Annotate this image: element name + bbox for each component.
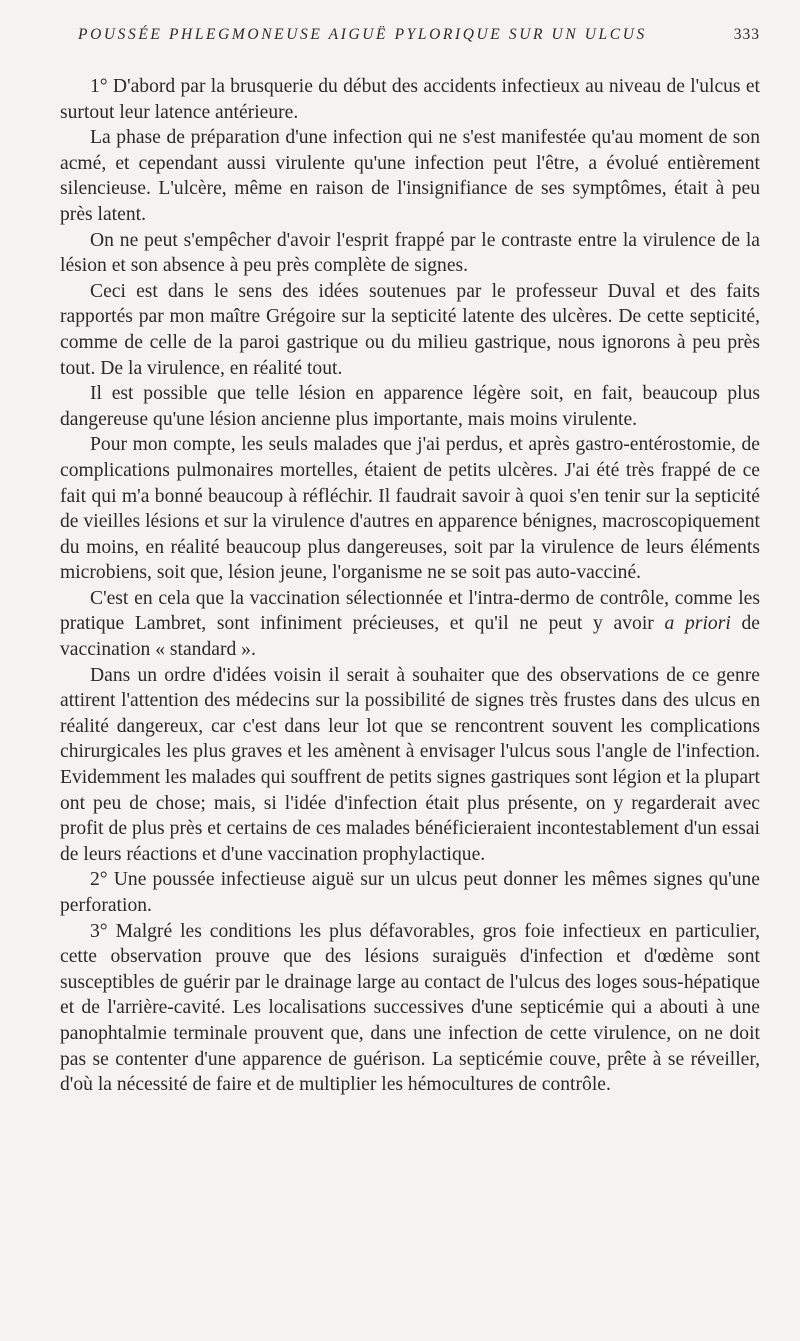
paragraph: On ne peut s'empêcher d'avoir l'esprit frappé par le contraste entre la virulence de la lésion et son absence à peu près complète de signes. [60,229,760,277]
running-title: POUSSÉE PHLEGMONEUSE AIGUË PYLORIQUE SUR UN ULCUS [78,26,647,43]
paragraph: 3° Malgré les conditions les plus défavorables, gros foie infectieux en particulier, cette observation prouve que des lésions suraiguës d'infection et d'œdème sont susceptibles de guérir par le drainage large au contact de l'ulcus des loges sous-hépatique et de l'arrière-cavité. Les localisations successives d'une septicémie qui a abouti à une panophtalmie terminale prouvent que, dans une infection de cette virulence, on ne doit pas se contenter d'une apparence de guérison. La septicémie couve, prête à se réveiller, d'où la nécessité de faire et de multiplier les hémocultures de contrôle. [60,920,760,1096]
paragraph-text: C'est en cela que la vaccination sélectionnée et l'intra-dermo de contrôle, comme les pratique Lambret, sont infiniment précieuses, et qu'il ne peut y avoir [60,587,760,635]
paragraph: Dans un ordre d'idées voisin il serait à souhaiter que des observations de ce genre attirent l'attention des médecins sur la possibilité de signes très frustes dans des ulcus en réalité dangereux, car c'est dans leur lot que se rencontrent souvent les complications chirurgicales les plus graves et les amènent à envisager l'ulcus sous l'angle de l'infection. Evidemment les malades qui souffrent de petits signes gastriques sont légion et la plupart ont peu de chose; mais, si l'idée d'infection était plus présente, on y regarderait avec profit de plus près et certains de ces malades bénéficieraient incontestablement d'un essai de leurs réactions et d'une vaccination prophylactique. [60,664,760,865]
paragraph: Ceci est dans le sens des idées soutenues par le professeur Duval et des faits rapportés par mon maître Grégoire sur la septicité latente des ulcères. De cette septicité, comme de celle de la paroi gastrique ou du milieu gastrique, nous ignorons à peu près tout. De la virulence, en réalité tout. [60,280,760,379]
paragraph: La phase de préparation d'une infection qui ne s'est manifestée qu'au moment de son acmé, et cependant aussi virulente qu'une infection peut l'être, a évolué entièrement silencieuse. L'ulcère, même en raison de l'insignifiance de ses symptômes, était à peu près latent. [60,127,760,225]
paragraph-text: de vaccination « standard ». [60,613,760,661]
paragraph: 1° D'abord par la brusquerie du début des accidents infectieux au niveau de l'ulcus et surtout leur latence antérieure. [60,76,760,123]
paragraph: 2° Une poussée infectieuse aiguë sur un ulcus peut donner les mêmes signes qu'une perforation. [60,869,760,916]
paragraph: Il est possible que telle lésion en apparence légère soit, en fait, beaucoup plus dangereuse qu'une lésion ancienne plus importante, mais moins virulente. [60,383,760,430]
italic-phrase: a priori [664,613,731,635]
body-text [60,74,760,1098]
paragraph: Pour mon compte, les seuls malades que j'ai perdus, et après gastro-entérostomie, de complications pulmonaires mortelles, étaient de petits ulcères. J'ai été très frappé de ce fait qui m'a bonné beaucoup à réfléchir. Il faudrait savoir à quoi s'en tenir sur la septicité de vieilles lésions et sur la virulence d'autres en apparence bénignes, macroscopiquement du moins, en réalité beaucoup plus dangereuses, soit par la virulence de leurs éléments microbiens, soit que, lésion jeune, l'organisme ne se soit pas auto-vacciné. [60,434,760,584]
page-number: 333 [733,26,760,43]
page-header [78,26,760,54]
paragraph [60,586,760,663]
